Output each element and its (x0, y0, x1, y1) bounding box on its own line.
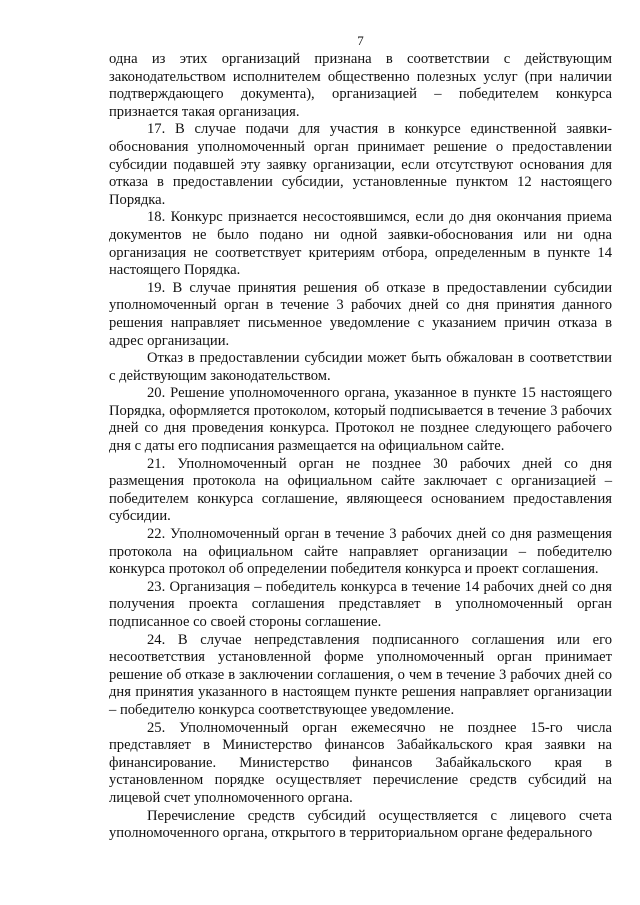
paragraph-17: 17. В случае подачи для участия в конкурсе единственной заявки-обоснования уполномоченный орган принимает решение о предоставлении субсидии подавшей эту заявку организации, если отсутствуют основания для отказа в предоставлении субсидии, установленные пунктом 12 настоящего Порядка. (109, 121, 612, 208)
paragraph-22: 22. Уполномоченный орган в течение 3 рабочих дней со дня размещения протокола на официальном сайте направляет организации – победителю конкурса протокол об определении победителя конкурса и проект соглашения. (109, 526, 612, 578)
paragraph-25: 25. Уполномоченный орган ежемесячно не позднее 15-го числа представляет в Министерство финансов Забайкальского края заявки на финансирование. Министерство финансов Забайкальского края в установленном порядке осуществляет перечисление средств субсидий на лицевой счет уполномоченного органа. (109, 719, 612, 806)
paragraph-24: 24. В случае непредставления подписанного соглашения или его несоответствия установленной форме уполномоченный орган принимает решение об отказе в заключении соглашения, о чем в течение 3 рабочих дней со дня принятия указанного в настоящем пункте решения направляет организации – победителю конкурса соответствующее уведомление. (109, 631, 612, 718)
paragraph-19: 19. В случае принятия решения об отказе в предоставлении субсидии уполномоченный орган в течение 3 рабочих дней со дня принятия данного решения направляет письменное уведомление с указанием причин отказа в адрес организации. (109, 279, 612, 349)
page-number: 7 (357, 33, 364, 48)
paragraph-continuation: одна из этих организаций признана в соответствии с действующим законодательством исполнителем общественно полезных услуг (при наличии подтверждающего документа), организацией – победителем конкурса признается такая организация. (109, 51, 612, 120)
paragraph-21: 21. Уполномоченный орган не позднее 30 рабочих дней со дня размещения протокола на официальном сайте заключает с организацией – победителем конкурса соглашение, являющееся основанием предоставления субсидии. (109, 455, 612, 525)
paragraph-20: 20. Решение уполномоченного органа, указанное в пункте 15 настоящего Порядка, оформляется протоколом, который подписывается в течение 3 рабочих дней со дня проведения конкурса. Протокол не позднее следующего рабочего дня с даты его подписания размещается на официальном сайте. (109, 385, 612, 455)
paragraph-18: 18. Конкурс признается несостоявшимся, если до дня окончания приема документов не было подано ни одной заявки-обоснования или ни одна организация не соответствует критериям отбора, определенным в пункте 14 настоящего Порядка. (109, 209, 612, 279)
paragraph-23: 23. Организация – победитель конкурса в течение 14 рабочих дней со дня получения проекта соглашения представляет в уполномоченный орган подписанное со своей стороны соглашение. (109, 578, 612, 630)
paragraph-25-transfer: Перечисление средств субсидий осуществляется с лицевого счета уполномоченного органа, открытого в территориальном органе федерального (109, 807, 612, 842)
document-body (109, 51, 612, 843)
paragraph-19-refusal: Отказ в предоставлении субсидии может быть обжалован в соответствии с действующим законодательством. (109, 350, 612, 384)
